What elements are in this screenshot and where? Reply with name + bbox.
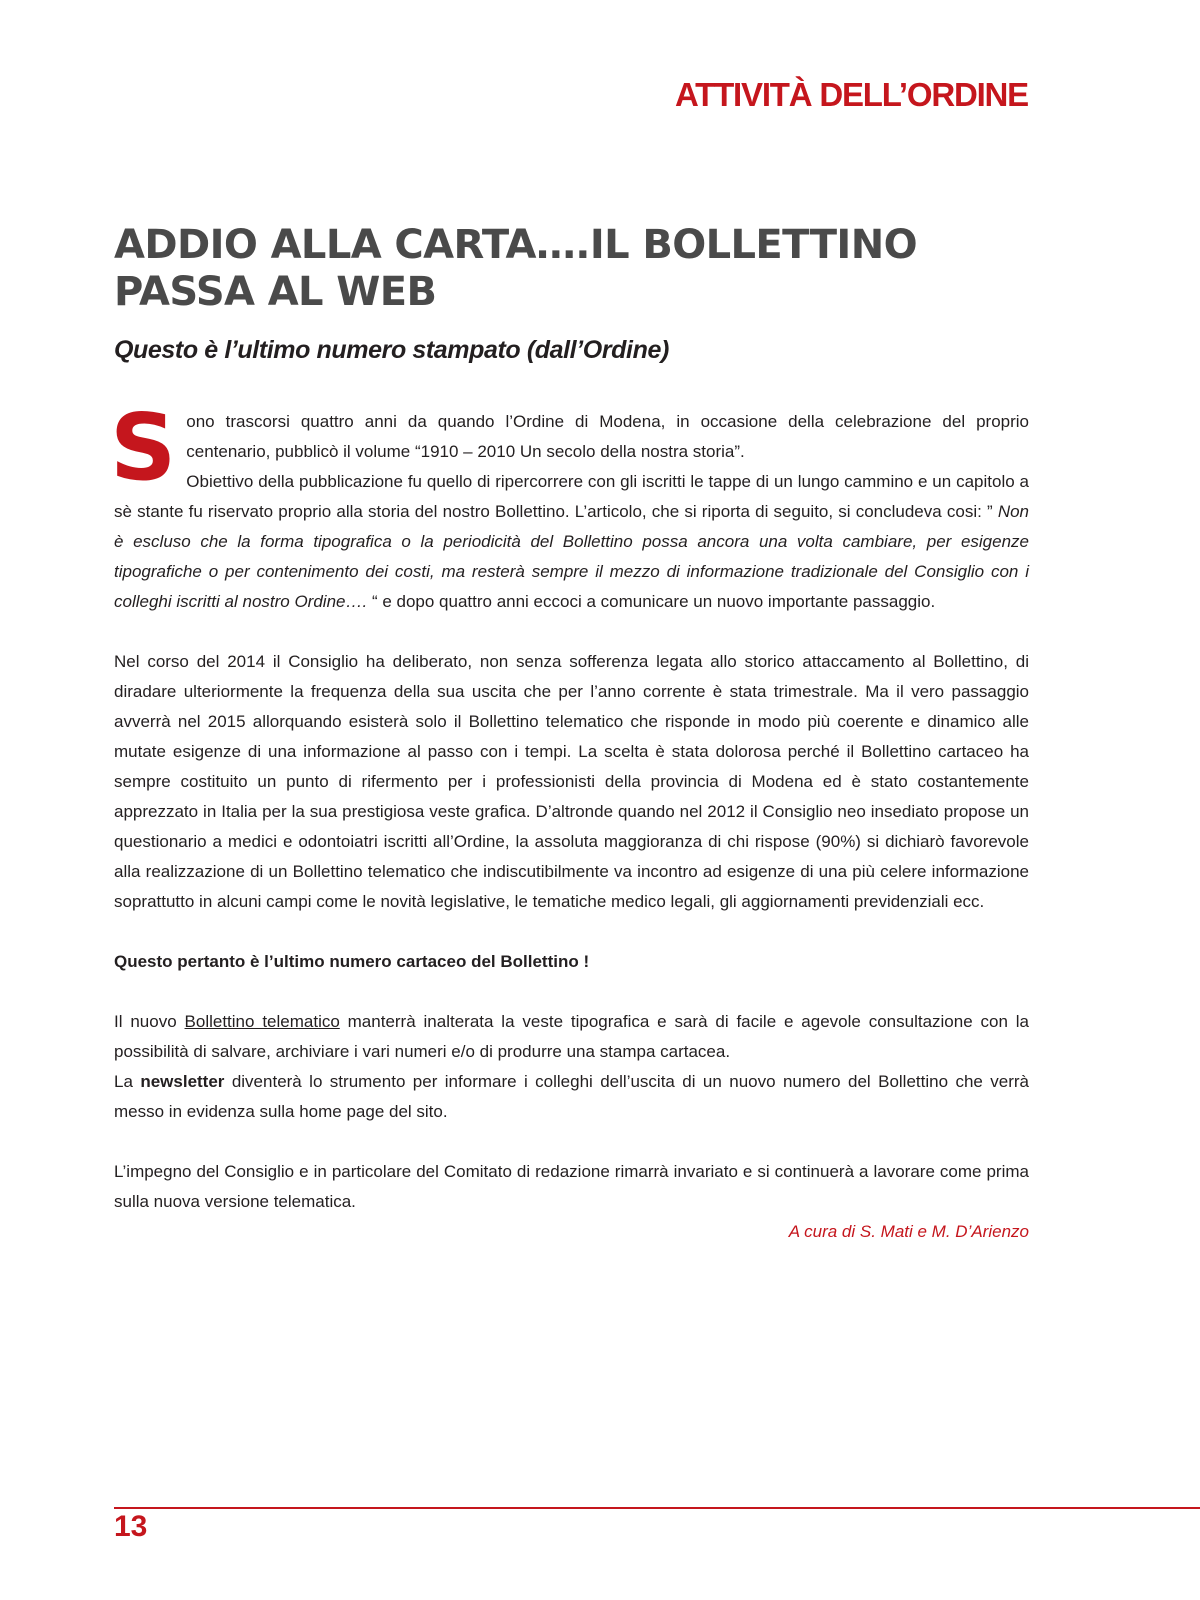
- page-number: 13: [114, 1510, 148, 1543]
- new-bulletin-text-end: manterrà inalterata la veste tipografica e sarà di facile e agevole consultazione con la possibilità di salvare, archiviare i vari numeri e/o di produrre una stampa cartacea.: [114, 1012, 1029, 1061]
- article-title: ADDIO ALLA CARTA….IL BOLLETTINO PASSA AL WEB: [114, 222, 917, 315]
- objective-closing: “ e dopo quattro anni eccoci a comunicare un nuovo importante passaggio.: [367, 592, 936, 611]
- new-bulletin-text: Il nuovo: [114, 1012, 185, 1031]
- paragraph-decision: Nel corso del 2014 il Consiglio ha deliberato, non senza sofferenza legata allo storico attaccamento al Bollettino, di diradare ulteriormente la frequenza della sua uscita che per l’anno corrente è stata trimestrale. Ma il vero passaggio avverrà nel 2015 allorquando esisterà solo il Bollettino telematico che risponde in modo più coerente e dinamico alle mutate esigenze di una informazione al passo con i tempi. La scelta è stata dolorosa perché il Bollettino cartaceo ha sempre costituito un punto di rifermento per i professionisti della provincia di Modena ed è stato costantemente apprezzato in Italia per la sua prestigiosa veste grafica. D’altronde quando nel 2012 il Consiglio neo insediato propose un questionario a medici e odontoiatri iscritti all’Ordine, la assoluta maggioranza di chi rispose (90%) si dichiarò favorevole alla realizzazione di un Bollettino telematico che indiscutibilmente va incontro ad esigenze di una più celere informazione soprattutto in alcuni campi come le novità legislative, le tematiche medico legali, gli aggiornamenti previdenziali ecc.: [114, 652, 1029, 911]
- newsletter-text: La: [114, 1072, 141, 1091]
- newsletter-term: newsletter: [140, 1072, 225, 1091]
- intro-text: ono trascorsi quattro anni da quando l’Ordine di Modena, in occasione della celebrazione del proprio centenario, pubblicò il volume “1910 – 2010 Un secolo della nostra storia”.: [186, 412, 1029, 461]
- paragraph-commitment: L’impegno del Consiglio e in particolare del Comitato di redazione rimarrà invariato e si continuerà a lavorare come prima sulla nuova versione telematica.: [114, 1162, 1029, 1211]
- article-subtitle: Questo è l’ultimo numero stampato (dall’Ordine): [114, 336, 669, 364]
- signature: A cura di S. Mati e M. D’Arienzo: [788, 1222, 1029, 1241]
- paragraph-objective: [114, 467, 1029, 617]
- paragraph-new-bulletin: [114, 1007, 1029, 1067]
- paragraph-newsletter: [114, 1067, 1029, 1127]
- bollettino-telematico-link[interactable]: Bollettino telematico: [184, 1012, 340, 1031]
- footer-rule: [114, 1507, 1200, 1509]
- paragraph-last-issue: Questo pertanto è l’ultimo numero cartaceo del Bollettino !: [114, 952, 590, 971]
- article-body: [110, 394, 1029, 1277]
- drop-cap: S: [110, 394, 177, 501]
- objective-text: Obiettivo della pubblicazione fu quello di ripercorrere con gli iscritti le tappe di un lungo cammino e un capitolo a sè stante fu riservato proprio alla storia del nostro Bollettino. L’articolo, che si riporta di seguito, si concludeva cosi: ”: [114, 472, 1029, 521]
- section-header: ATTIVITÀ DELL’ORDINE: [674, 76, 1028, 113]
- newsletter-text-end: diventerà lo strumento per informare i colleghi dell’uscita di un nuovo numero del Bollettino che verrà messo in evidenza sulla home page del sito.: [114, 1072, 1029, 1121]
- quoted-passage: Non è escluso che la forma tipografica o la periodicità del Bollettino possa ancora una volta cambiare, per esigenze tipografiche o per contenimento dei costi, ma resterà sempre il mezzo di informazione tradizionale del Consiglio con i colleghi iscritti al nostro Ordine….: [114, 502, 1029, 611]
